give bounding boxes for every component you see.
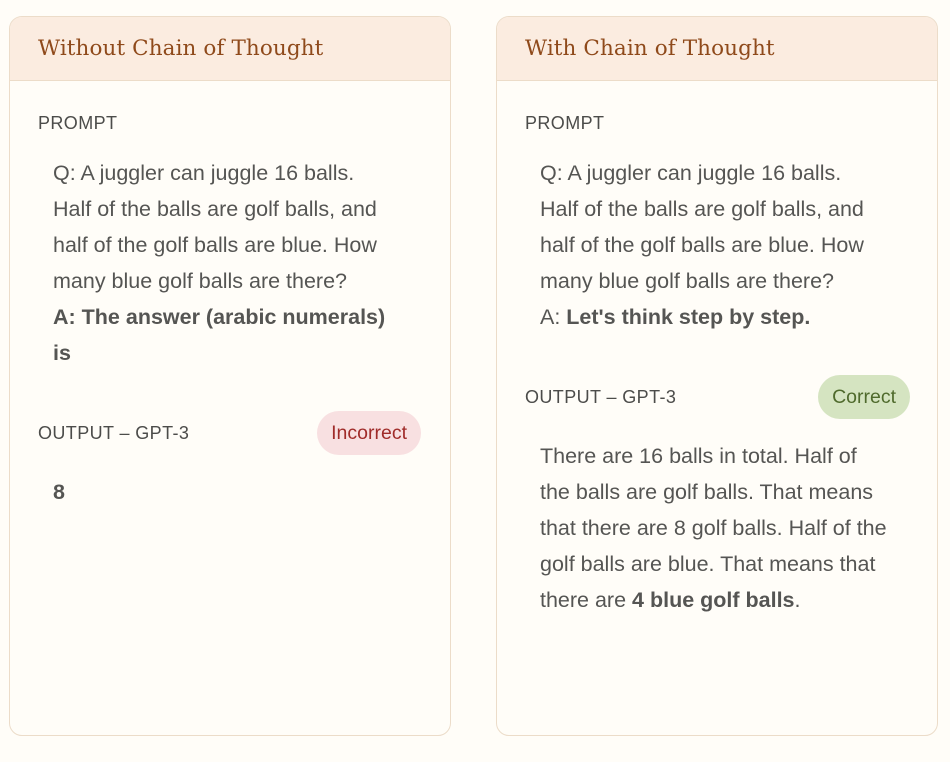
output-end: .	[794, 588, 801, 612]
incorrect-badge: Incorrect	[317, 411, 421, 455]
card-header	[10, 17, 450, 81]
prompt-answer: Let's think step by step.	[566, 305, 811, 329]
output-label: OUTPUT – GPT-3	[525, 386, 677, 407]
output-text: 8	[53, 480, 65, 504]
output-answer: 4 blue golf balls	[632, 588, 795, 612]
prompt-label: PROMPT	[525, 113, 605, 133]
prompt-question: Q: A juggler can juggle 16 balls. Half of the balls are golf balls, and half of the golf balls are blue. How many blue golf balls are there?	[53, 161, 377, 293]
output-header	[38, 411, 421, 455]
prompt-question: Q: A juggler can juggle 16 balls. Half of the balls are golf balls, and half of the golf balls are blue. How many blue golf balls are there?	[540, 161, 864, 293]
prompt-answer-prefix: A:	[540, 305, 567, 329]
card-body	[497, 113, 937, 618]
output-plain: There are 16 balls in total. Half of the balls are golf balls. That means that there are 8 golf balls. Half of the golf balls are blue. That means that there are	[540, 444, 887, 612]
with-cot-card	[496, 16, 938, 736]
prompt-text	[525, 155, 880, 335]
correct-badge: Correct	[818, 375, 910, 419]
card-title: With Chain of Thought	[525, 36, 775, 61]
output-text	[525, 438, 890, 618]
card-title: Without Chain of Thought	[38, 36, 324, 61]
output-header	[525, 375, 910, 419]
prompt-text	[38, 155, 393, 371]
card-body	[10, 113, 450, 510]
output-label: OUTPUT – GPT-3	[38, 422, 190, 443]
card-header	[497, 17, 937, 81]
prompt-label: PROMPT	[38, 113, 118, 133]
prompt-answer: A: The answer (arabic numerals) is	[53, 305, 386, 365]
without-cot-card	[9, 16, 451, 736]
